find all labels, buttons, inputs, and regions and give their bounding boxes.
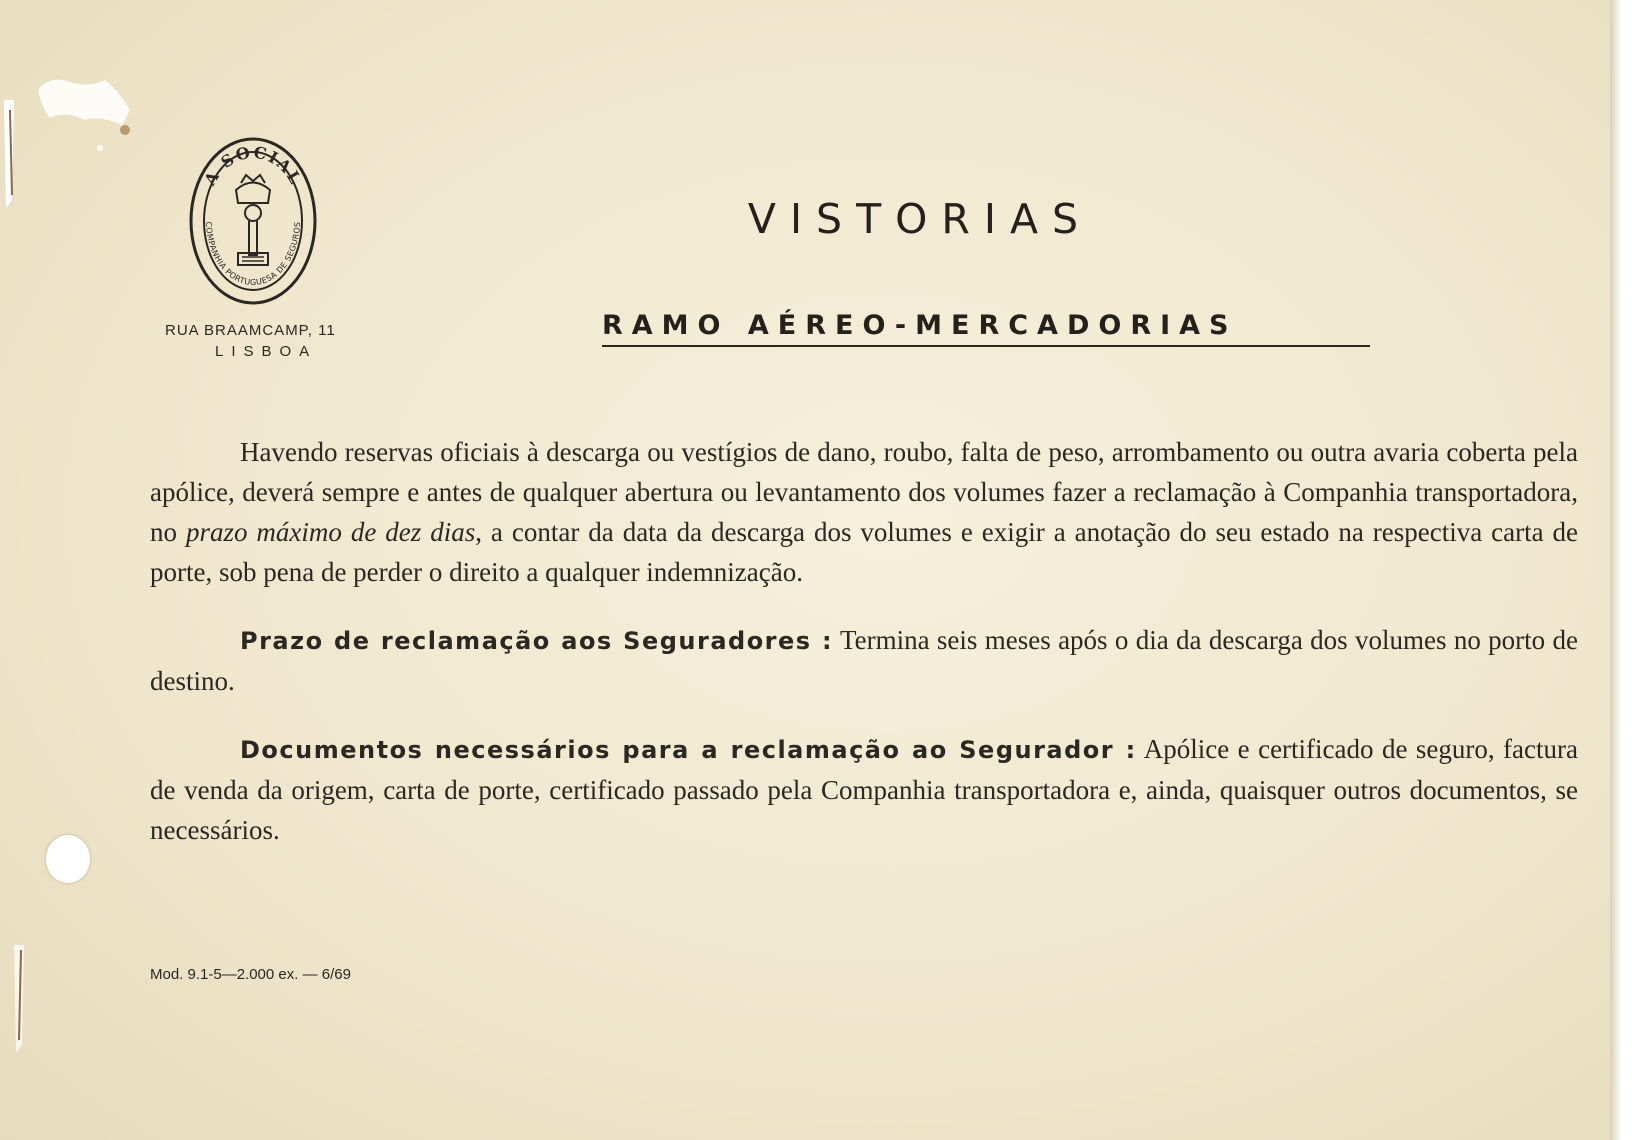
- svg-text:A SOCIAL: A SOCIAL: [200, 142, 306, 189]
- document-title: VISTORIAS: [747, 195, 1093, 243]
- company-seal-logo: [186, 135, 320, 307]
- paragraph-claim-deadline: [150, 620, 1578, 701]
- svg-text:COMPANHIA PORTUGUESA DE SEGURO: COMPANHIA PORTUGUESA DE SEGUROS: [203, 221, 303, 288]
- claim-deadline-heading: Prazo de reclamação aos Seguradores :: [240, 627, 834, 655]
- binding-mark-top: [0, 100, 22, 210]
- company-address: [165, 322, 380, 360]
- scan-edge: [1610, 0, 1643, 1140]
- required-documents-text: Apólice e certificado de seguro, factura de venda da origem, carta de porte, certificado passado pela Companhia transportadora e, ainda, quaisquer outros documentos, se necessários.: [150, 734, 1578, 845]
- paragraph-claim-text-end: , a contar da data da descarga dos volumes e exigir a anotação do seu estado na respectiva carta de porte, sob pena de perder o direito a qualquer indemnização.: [150, 517, 1579, 587]
- paragraph-claim-text-start: Havendo reservas oficiais à descarga ou vestígios de dano, roubo, falta de peso, arrombamento ou outra avaria coberta pela apólice, deverá sempre e antes de qualquer abertura ou levantamento dos volumes fazer a reclamação à Companhia transportadora, no: [150, 437, 1578, 547]
- claim-deadline-text: Termina seis meses após o dia da descarga dos volumes no porto de destino.: [150, 625, 1579, 696]
- punch-hole: [46, 835, 90, 883]
- required-documents-heading: Documentos necessários para a reclamação ao Segurador :: [240, 736, 1137, 764]
- address-city: LISBOA: [215, 343, 318, 360]
- paragraph-claim-emphasis: prazo máximo de dez dias: [185, 517, 476, 547]
- document-subtitle: RAMO AÉREO-MERCADORIAS: [602, 310, 1370, 347]
- paragraph-required-documents: [150, 729, 1578, 850]
- address-street: RUA BRAAMCAMP, 11: [165, 322, 336, 339]
- torn-corner-mark: [30, 70, 150, 160]
- binding-mark-bottom: [10, 945, 32, 1055]
- paragraph-claim-procedure: [150, 432, 1578, 592]
- form-model-reference: Mod. 9.1-5—2.000 ex. — 6/69: [150, 966, 351, 983]
- document-body: [150, 432, 1578, 878]
